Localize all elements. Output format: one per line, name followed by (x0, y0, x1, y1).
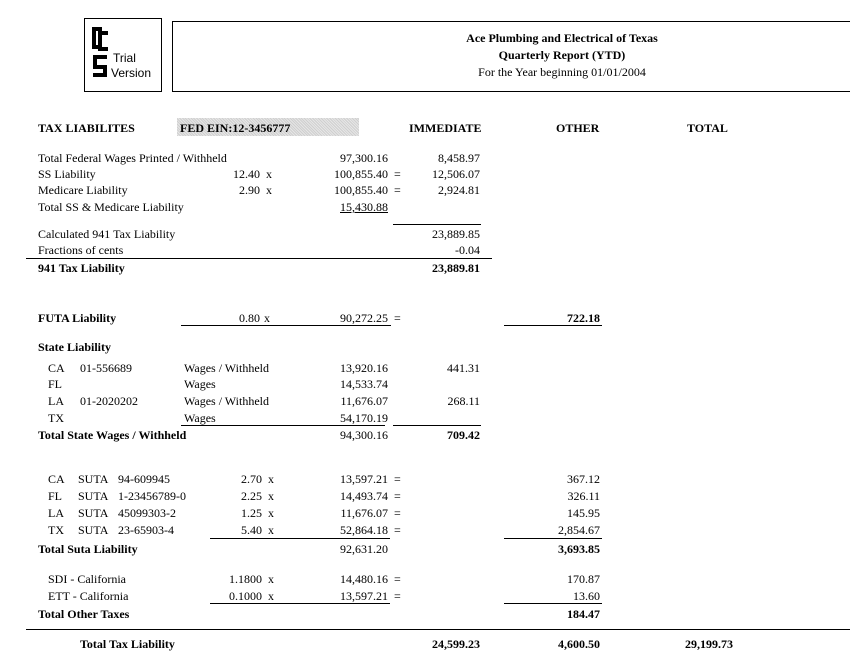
ett-equals: = (394, 589, 401, 603)
suta-ca-other: 367.12 (567, 472, 600, 486)
state-tx-desc: Wages (184, 411, 216, 425)
state-la-immediate: 268.11 (447, 394, 480, 408)
suta-tx-other: 2,854.67 (558, 523, 600, 537)
suta-tx-wages: 52,864.18 (340, 523, 388, 537)
suta-total-label: Total Suta Liability (38, 542, 138, 556)
futa-underline (181, 325, 391, 326)
futa-amount: 90,272.25 (340, 311, 388, 325)
total941-label: 941 Tax Liability (38, 261, 125, 275)
state-heading: State Liability (38, 340, 112, 354)
calc941-immediate: 23,889.85 (432, 227, 480, 241)
logo-text-trial: Trial (113, 51, 136, 65)
state-ca: CA (48, 361, 65, 375)
suta-ca-name: SUTA (78, 472, 109, 486)
grand-total-other: 4,600.50 (558, 637, 600, 651)
state-ca-immediate: 441.31 (447, 361, 480, 375)
suta-fl-equals: = (394, 489, 401, 503)
ett-other: 13.60 (573, 589, 600, 603)
suta-fl-name: SUTA (78, 489, 109, 503)
grand-total-divider (26, 629, 850, 630)
suta-la-rate: 1.25 (241, 506, 262, 520)
medicare-immediate: 2,924.81 (438, 183, 480, 197)
suta-tx-id: 23-65903-4 (118, 523, 174, 537)
ss-label: SS Liability (38, 167, 96, 181)
state-immediate-underline (393, 425, 481, 426)
state-la: LA (48, 394, 64, 408)
state-fl-desc: Wages (184, 377, 216, 391)
suta-la-equals: = (394, 506, 401, 520)
state-la-desc: Wages / Withheld (184, 394, 269, 408)
suta-tx-rate: 5.40 (241, 523, 262, 537)
sdi-label: SDI - California (48, 572, 126, 586)
col-immediate: IMMEDIATE (409, 121, 482, 135)
state-fl-wages: 14,533.74 (340, 377, 388, 391)
suta-la-other: 145.95 (567, 506, 600, 520)
total941-immediate: 23,889.81 (432, 261, 480, 275)
state-la-wages: 11,676.07 (340, 394, 388, 408)
logo-text-version: Version (111, 66, 152, 80)
ett-label: ETT - California (48, 589, 129, 603)
suta-la-name: SUTA (78, 506, 109, 520)
divider-941-total (26, 258, 492, 259)
other-taxes-total-label: Total Other Taxes (38, 607, 130, 621)
fractions-immediate: -0.04 (455, 243, 480, 257)
futa-times: x (264, 311, 270, 325)
futa-other-underline (504, 325, 602, 326)
state-tx: TX (48, 411, 64, 425)
suta-ca-wages: 13,597.21 (340, 472, 388, 486)
suta-ca-rate: 2.70 (241, 472, 262, 486)
suta-fl-other: 326.11 (567, 489, 600, 503)
col-other: OTHER (556, 121, 600, 135)
fed-wages-label: Total Federal Wages Printed / Withheld (38, 151, 227, 165)
suta-tx-times: x (268, 523, 274, 537)
trial-version-logo (84, 18, 162, 92)
suta-other-underline (504, 538, 602, 539)
suta-la-times: x (268, 506, 274, 520)
suta-ca-times: x (268, 472, 274, 486)
state-tx-wages: 54,170.19 (340, 411, 388, 425)
ett-wages: 13,597.21 (340, 589, 388, 603)
sdi-rate: 1.1800 (229, 572, 262, 586)
sdi-times: x (268, 572, 274, 586)
futa-equals: = (394, 311, 401, 325)
state-total-label: Total State Wages / Withheld (38, 428, 187, 442)
futa-other: 722.18 (567, 311, 600, 325)
state-underline (181, 425, 385, 426)
company-name: Ace Plumbing and Electrical of Texas (466, 31, 658, 45)
state-ca-id: 01-556689 (80, 361, 132, 375)
state-la-id: 01-2020202 (80, 394, 138, 408)
ss-immediate: 12,506.07 (432, 167, 480, 181)
suta-la-wages: 11,676.07 (340, 506, 388, 520)
state-total-immediate: 709.42 (447, 428, 480, 442)
grand-total-label: Total Tax Liability (80, 637, 175, 651)
medicare-amount: 100,855.40 (334, 183, 388, 197)
ss-medicare-label: Total SS & Medicare Liability (38, 200, 184, 214)
suta-fl-rate: 2.25 (241, 489, 262, 503)
suta-ca-id: 94-609945 (118, 472, 170, 486)
ett-times: x (268, 589, 274, 603)
ss-equals: = (394, 167, 401, 181)
suta-tx-state: TX (48, 523, 64, 537)
sdi-equals: = (394, 572, 401, 586)
fractions-label: Fractions of cents (38, 243, 124, 257)
ccs-logo-icon (89, 23, 111, 81)
ett-rate: 0.1000 (229, 589, 262, 603)
col-total: TOTAL (687, 121, 728, 135)
report-title: Quarterly Report (YTD) (498, 48, 626, 62)
fed-wages-amount: 97,300.16 (340, 151, 388, 165)
medicare-label: Medicare Liability (38, 183, 128, 197)
suta-total-other: 3,693.85 (558, 542, 600, 556)
futa-rate: 0.80 (239, 311, 260, 325)
suta-la-state: LA (48, 506, 64, 520)
other-taxes-underline (210, 603, 390, 604)
medicare-times: x (266, 183, 272, 197)
suta-ca-state: CA (48, 472, 65, 486)
medicare-equals: = (394, 183, 401, 197)
suta-total-wages: 92,631.20 (340, 542, 388, 556)
sdi-wages: 14,480.16 (340, 572, 388, 586)
ss-medicare-amount: 15,430.88 (340, 200, 388, 214)
section-title: TAX LIABILITES (38, 121, 135, 135)
sdi-other: 170.87 (567, 572, 600, 586)
suta-underline (210, 538, 390, 539)
grand-total-total: 29,199.73 (685, 637, 733, 651)
divider-941 (393, 224, 481, 225)
grand-total-immediate: 24,599.23 (432, 637, 480, 651)
ss-times: x (266, 167, 272, 181)
suta-fl-wages: 14,493.74 (340, 489, 388, 503)
state-ca-wages: 13,920.16 (340, 361, 388, 375)
state-fl: FL (48, 377, 63, 391)
suta-fl-state: FL (48, 489, 63, 503)
fed-ein: FED EIN:12-3456777 (180, 121, 291, 135)
suta-ca-equals: = (394, 472, 401, 486)
futa-label: FUTA Liability (38, 311, 117, 325)
suta-fl-id: 1-23456789-0 (118, 489, 186, 503)
report-period: For the Year beginning 01/01/2004 (478, 65, 646, 79)
suta-tx-name: SUTA (78, 523, 109, 537)
state-total-wages: 94,300.16 (340, 428, 388, 442)
ss-rate: 12.40 (233, 167, 260, 181)
medicare-rate: 2.90 (239, 183, 260, 197)
suta-fl-times: x (268, 489, 274, 503)
suta-tx-equals: = (394, 523, 401, 537)
fed-wages-immediate: 8,458.97 (438, 151, 480, 165)
suta-la-id: 45099303-2 (118, 506, 176, 520)
ss-amount: 100,855.40 (334, 167, 388, 181)
other-taxes-total-other: 184.47 (567, 607, 600, 621)
calc941-label: Calculated 941 Tax Liability (38, 227, 176, 241)
other-taxes-other-underline (504, 603, 602, 604)
state-ca-desc: Wages / Withheld (184, 361, 269, 375)
